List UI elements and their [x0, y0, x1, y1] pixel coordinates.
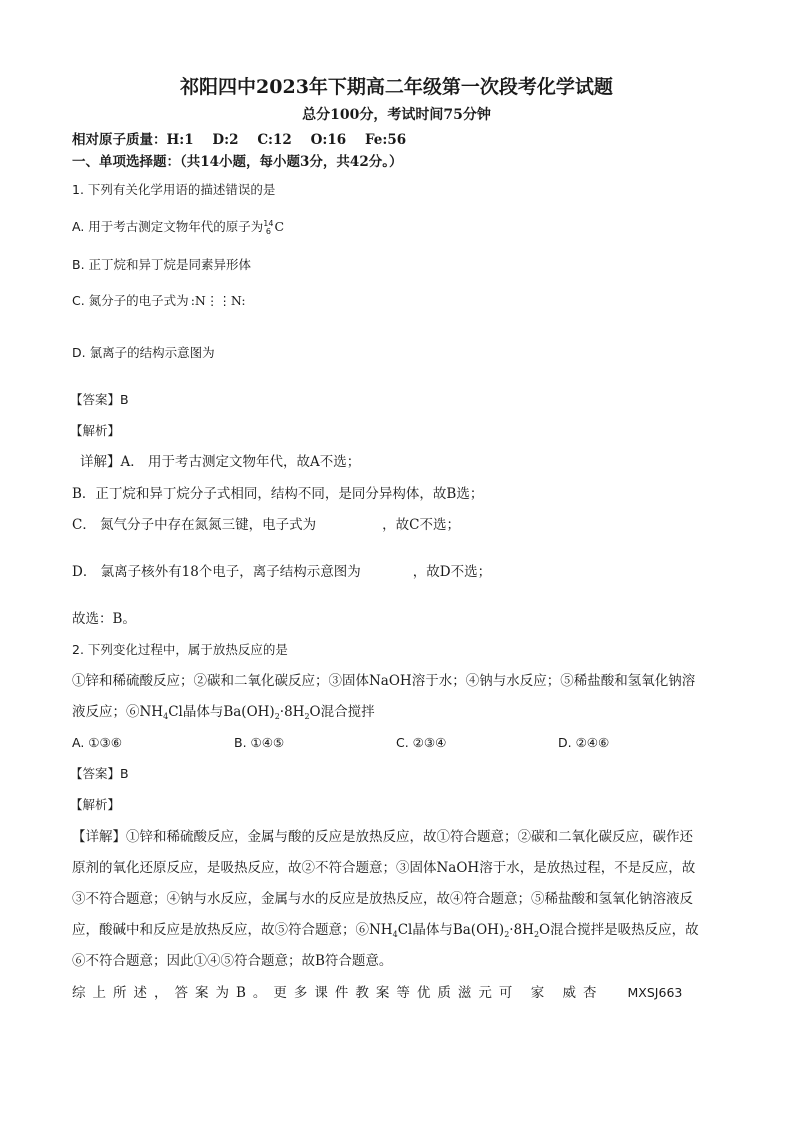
question-2-analysis-label: 【解析】: [70, 797, 121, 812]
option-c: C. ②③④: [396, 735, 447, 750]
option-a: A. ①③⑥: [72, 735, 122, 750]
question-2-stem: 2. 下列变化过程中，属于放热反应的是: [72, 642, 288, 657]
question-2-options: [72, 734, 609, 752]
isotope-notation: [263, 220, 273, 236]
subscript: 2: [304, 712, 310, 721]
question-1-detail-b: B．正丁烷和异丁烷分子式相同，结构不同，是同分异构体，故B选；: [72, 486, 484, 502]
section-heading: 一、单项选择题：（共14小题，每小题3分，共42分。）: [72, 154, 403, 170]
question-2-detail-line-2: 原剂的氧化还原反应，是吸热反应，故②不符合题意；③固体NaOH溶于水，是放热过程，不是反应，故: [72, 860, 696, 876]
detail-c-tail: ，故C不选；: [382, 517, 460, 533]
question-2-detail-line-1: 【详解】①锌和稀硫酸反应，金属与酸的反应是放热反应，故①符合题意；②碳和二氧化碳反应，碳作还: [72, 829, 693, 845]
detail-text: Cl晶体与Ba(OH): [397, 922, 505, 938]
question-2-answer: [70, 765, 129, 783]
answer-value: B: [120, 392, 129, 407]
watermark-code: MXSJ663: [627, 985, 683, 1000]
question-2-list-line-1: ①锌和稀硫酸反应；②碳和二氧化碳反应；③固体NaOH溶于水；④钠与水反应；⑤稀盐酸和氢氧化钠溶: [72, 673, 696, 689]
question-2-detail-line-3: ③不符合题意；④钠与水反应，金属与水的反应是放热反应，故④符合题意；⑤稀盐酸和氢氧化钠溶液反: [72, 891, 693, 907]
question-1-option-b: B. 正丁烷和异丁烷是同素异形体: [72, 257, 252, 272]
subscript: 2: [504, 930, 510, 939]
question-1-analysis-label: 【解析】: [70, 423, 121, 438]
detail-text: ·8H: [509, 922, 534, 938]
question-1-conclusion: 故选：B。: [72, 611, 136, 627]
question-1-answer: [70, 391, 129, 409]
summary-text: 综上所述，答案为B。更多课件教案等优质滋元可 家 威杏: [72, 985, 604, 1001]
question-1-detail-c: [72, 516, 460, 534]
question-2-summary-line: [72, 984, 682, 1002]
detail-c-text: C． 氮气分子中存在氮氮三键，电子式为: [72, 517, 317, 533]
option-a-text: A. 用于考古测定文物年代的原子为: [72, 219, 264, 234]
detail-d-tail: ，故D不选；: [412, 564, 492, 580]
atomic-number: 6: [265, 226, 271, 236]
subscript: 2: [533, 930, 540, 939]
electron-formula: :N⋮⋮N:: [190, 293, 246, 308]
list-text: Cl晶体与Ba(OH): [168, 704, 275, 720]
answer-label: 【答案】: [70, 766, 121, 781]
detail-d-text: D． 氯离子核外有18个电子，离子结构示意图为: [72, 564, 361, 580]
question-1-option-c: [72, 292, 246, 310]
list-text: O混合搅拌: [309, 704, 375, 720]
question-2-detail-line-5: ⑥不符合题意；因此①④⑤符合题意；故B符合题意。: [72, 953, 393, 969]
list-text: 液反应；⑥NH: [72, 704, 164, 720]
subscript: 4: [392, 930, 398, 939]
answer-label: 【答案】: [70, 392, 121, 407]
question-2-list-line-2: [72, 703, 375, 726]
detail-text: 应，酸碱中和反应是放热反应，故⑤符合题意；⑥NH: [72, 922, 393, 938]
question-1-detail-d: [72, 563, 491, 581]
mass-number: 14: [263, 218, 274, 228]
question-1-detail-a: 详解】A． 用于考古测定文物年代，故A不选；: [80, 454, 361, 470]
option-c-text: C. 氮分子的电子式为: [72, 293, 189, 308]
page-title: 祁阳四中2023年下期高二年级第一次段考化学试题: [180, 76, 613, 98]
question-2-detail-line-4: [72, 921, 699, 944]
question-1-option-d: D. 氯离子的结构示意图为: [72, 345, 215, 360]
subscript: 4: [163, 712, 169, 721]
element-symbol: C: [274, 219, 285, 234]
subscript: 2: [274, 712, 280, 721]
option-d: D. ②④⑥: [558, 735, 610, 750]
option-b: B. ①④⑤: [234, 735, 285, 750]
question-1-stem: 1. 下列有关化学用语的描述错误的是: [72, 182, 276, 197]
question-1-option-a: [72, 218, 284, 236]
atomic-mass-line: 相对原子质量：H:1 D:2 C:12 O:16 Fe:56: [72, 132, 407, 148]
answer-value: B: [120, 766, 129, 781]
list-text: ·8H: [279, 704, 305, 720]
page-subtitle: 总分100分，考试时间75分钟: [302, 107, 491, 123]
detail-text: O混合搅拌是吸热反应，故: [539, 922, 699, 938]
